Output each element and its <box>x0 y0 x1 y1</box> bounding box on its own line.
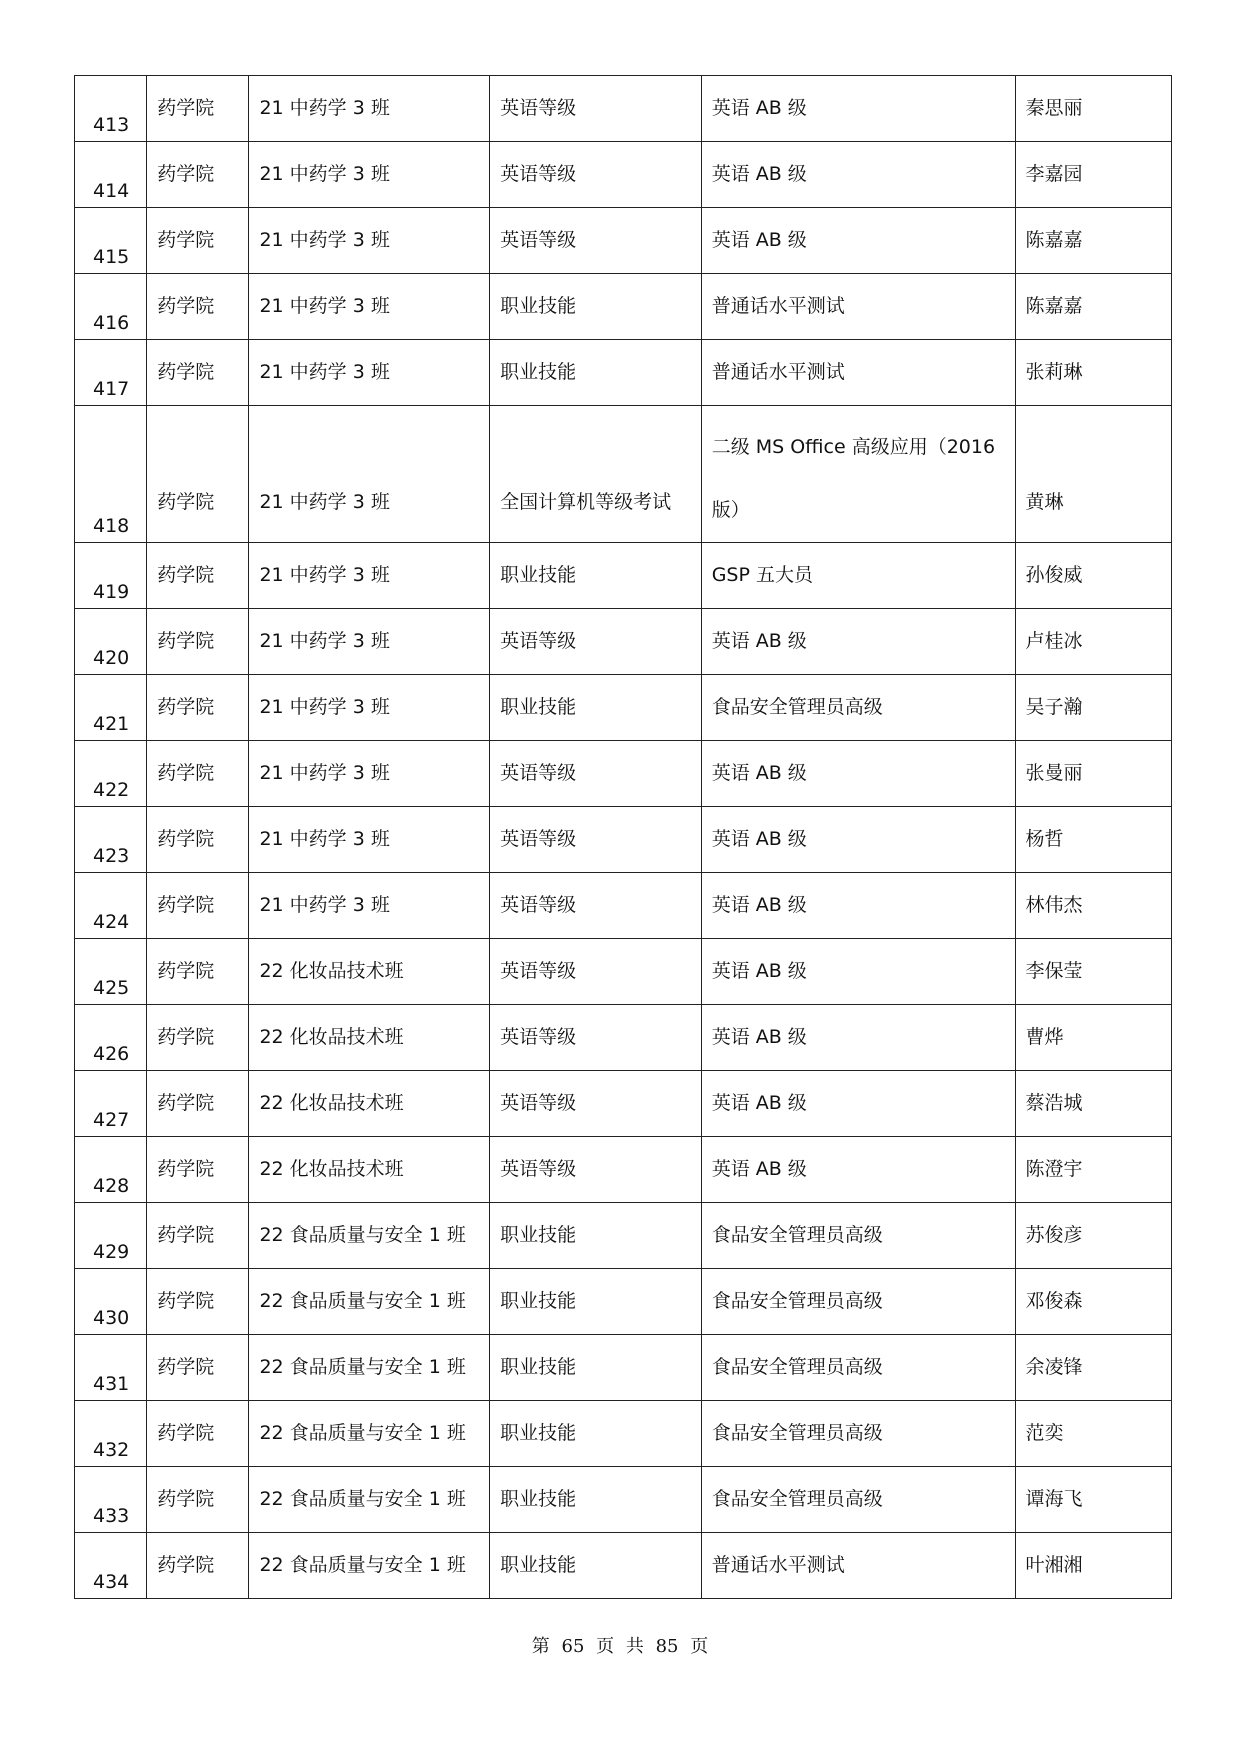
category-cell: 职业技能 <box>490 1269 702 1335</box>
college-cell: 药学院 <box>147 1071 249 1137</box>
college-cell: 药学院 <box>147 1467 249 1533</box>
row-number: 428 <box>75 1137 147 1203</box>
item-cell: 英语 AB 级 <box>701 142 1015 208</box>
category-cell: 英语等级 <box>490 939 702 1005</box>
category-cell: 英语等级 <box>490 76 702 142</box>
student-name-cell: 秦思丽 <box>1015 76 1171 142</box>
student-name-cell: 叶湘湘 <box>1015 1533 1171 1599</box>
item-cell: 食品安全管理员高级 <box>701 1269 1015 1335</box>
class-cell: 21 中药学 3 班 <box>249 873 490 939</box>
page-footer: 第 65 页 共 85 页 <box>531 1636 709 1657</box>
table-row <box>75 675 1172 741</box>
category-cell: 职业技能 <box>490 1533 702 1599</box>
category-cell: 职业技能 <box>490 675 702 741</box>
item-cell: 二级 MS Office 高级应用（2016 版） <box>701 406 1015 543</box>
category-cell: 英语等级 <box>490 741 702 807</box>
class-cell: 22 食品质量与安全 1 班 <box>249 1335 490 1401</box>
student-name-cell: 张曼丽 <box>1015 741 1171 807</box>
class-cell: 22 食品质量与安全 1 班 <box>249 1467 490 1533</box>
class-cell: 22 食品质量与安全 1 班 <box>249 1401 490 1467</box>
row-number: 426 <box>75 1005 147 1071</box>
category-cell: 英语等级 <box>490 1005 702 1071</box>
class-cell: 22 化妆品技术班 <box>249 1071 490 1137</box>
college-cell: 药学院 <box>147 1335 249 1401</box>
table-row <box>75 340 1172 406</box>
college-cell: 药学院 <box>147 76 249 142</box>
item-cell: 英语 AB 级 <box>701 1071 1015 1137</box>
student-name-cell: 张莉琳 <box>1015 340 1171 406</box>
item-cell: 英语 AB 级 <box>701 76 1015 142</box>
row-number: 419 <box>75 543 147 609</box>
class-cell: 22 食品质量与安全 1 班 <box>249 1269 490 1335</box>
student-name-cell: 苏俊彦 <box>1015 1203 1171 1269</box>
table-row <box>75 939 1172 1005</box>
student-name-cell: 林伟杰 <box>1015 873 1171 939</box>
student-name-cell: 蔡浩城 <box>1015 1071 1171 1137</box>
category-cell: 职业技能 <box>490 1335 702 1401</box>
college-cell: 药学院 <box>147 1005 249 1071</box>
certificate-table <box>74 75 1172 1599</box>
college-cell: 药学院 <box>147 1533 249 1599</box>
category-cell: 职业技能 <box>490 274 702 340</box>
class-cell: 22 食品质量与安全 1 班 <box>249 1203 490 1269</box>
category-cell: 英语等级 <box>490 1137 702 1203</box>
row-number: 423 <box>75 807 147 873</box>
college-cell: 药学院 <box>147 208 249 274</box>
row-number: 432 <box>75 1401 147 1467</box>
row-number: 424 <box>75 873 147 939</box>
student-name-cell: 余凌锋 <box>1015 1335 1171 1401</box>
item-cell: 英语 AB 级 <box>701 939 1015 1005</box>
item-cell: 英语 AB 级 <box>701 807 1015 873</box>
item-cell: 食品安全管理员高级 <box>701 1401 1015 1467</box>
college-cell: 药学院 <box>147 274 249 340</box>
row-number: 417 <box>75 340 147 406</box>
table-row <box>75 1269 1172 1335</box>
table-body <box>75 76 1172 1599</box>
row-number: 415 <box>75 208 147 274</box>
college-cell: 药学院 <box>147 1203 249 1269</box>
category-cell: 职业技能 <box>490 1467 702 1533</box>
item-cell: 英语 AB 级 <box>701 1005 1015 1071</box>
class-cell: 22 化妆品技术班 <box>249 1137 490 1203</box>
row-number: 414 <box>75 142 147 208</box>
category-cell: 职业技能 <box>490 340 702 406</box>
table-row <box>75 741 1172 807</box>
class-cell: 21 中药学 3 班 <box>249 208 490 274</box>
table-row <box>75 873 1172 939</box>
category-cell: 英语等级 <box>490 609 702 675</box>
row-number: 418 <box>75 406 147 543</box>
student-name-cell: 陈澄宇 <box>1015 1137 1171 1203</box>
table-row <box>75 1401 1172 1467</box>
category-cell: 英语等级 <box>490 807 702 873</box>
college-cell: 药学院 <box>147 406 249 543</box>
item-cell: 普通话水平测试 <box>701 340 1015 406</box>
class-cell: 21 中药学 3 班 <box>249 406 490 543</box>
row-number: 425 <box>75 939 147 1005</box>
college-cell: 药学院 <box>147 543 249 609</box>
row-number: 413 <box>75 76 147 142</box>
table-row <box>75 1467 1172 1533</box>
table-row <box>75 807 1172 873</box>
item-cell: 普通话水平测试 <box>701 1533 1015 1599</box>
category-cell: 职业技能 <box>490 543 702 609</box>
item-cell: GSP 五大员 <box>701 543 1015 609</box>
item-cell: 食品安全管理员高级 <box>701 1467 1015 1533</box>
row-number: 420 <box>75 609 147 675</box>
category-cell: 英语等级 <box>490 208 702 274</box>
item-cell: 食品安全管理员高级 <box>701 1203 1015 1269</box>
row-number: 429 <box>75 1203 147 1269</box>
row-number: 427 <box>75 1071 147 1137</box>
row-number: 434 <box>75 1533 147 1599</box>
category-cell: 全国计算机等级考试 <box>490 406 702 543</box>
table-row <box>75 543 1172 609</box>
college-cell: 药学院 <box>147 873 249 939</box>
student-name-cell: 陈嘉嘉 <box>1015 208 1171 274</box>
row-number: 431 <box>75 1335 147 1401</box>
college-cell: 药学院 <box>147 1137 249 1203</box>
student-name-cell: 黄琳 <box>1015 406 1171 543</box>
class-cell: 21 中药学 3 班 <box>249 675 490 741</box>
college-cell: 药学院 <box>147 741 249 807</box>
class-cell: 21 中药学 3 班 <box>249 76 490 142</box>
student-name-cell: 谭海飞 <box>1015 1467 1171 1533</box>
college-cell: 药学院 <box>147 340 249 406</box>
table-row <box>75 76 1172 142</box>
category-cell: 英语等级 <box>490 142 702 208</box>
student-name-cell: 邓俊森 <box>1015 1269 1171 1335</box>
student-name-cell: 范奕 <box>1015 1401 1171 1467</box>
table-row <box>75 1137 1172 1203</box>
item-cell: 英语 AB 级 <box>701 1137 1015 1203</box>
class-cell: 21 中药学 3 班 <box>249 609 490 675</box>
table-row <box>75 1005 1172 1071</box>
item-cell: 食品安全管理员高级 <box>701 675 1015 741</box>
class-cell: 22 食品质量与安全 1 班 <box>249 1533 490 1599</box>
class-cell: 21 中药学 3 班 <box>249 543 490 609</box>
class-cell: 21 中药学 3 班 <box>249 807 490 873</box>
class-cell: 22 化妆品技术班 <box>249 1005 490 1071</box>
class-cell: 21 中药学 3 班 <box>249 142 490 208</box>
table-row <box>75 1533 1172 1599</box>
item-cell: 英语 AB 级 <box>701 208 1015 274</box>
row-number: 433 <box>75 1467 147 1533</box>
student-name-cell: 曹烨 <box>1015 1005 1171 1071</box>
college-cell: 药学院 <box>147 939 249 1005</box>
table-row <box>75 609 1172 675</box>
row-number: 422 <box>75 741 147 807</box>
item-cell: 食品安全管理员高级 <box>701 1335 1015 1401</box>
college-cell: 药学院 <box>147 807 249 873</box>
class-cell: 21 中药学 3 班 <box>249 274 490 340</box>
class-cell: 21 中药学 3 班 <box>249 741 490 807</box>
college-cell: 药学院 <box>147 675 249 741</box>
item-cell: 英语 AB 级 <box>701 873 1015 939</box>
college-cell: 药学院 <box>147 142 249 208</box>
class-cell: 22 化妆品技术班 <box>249 939 490 1005</box>
student-name-cell: 陈嘉嘉 <box>1015 274 1171 340</box>
college-cell: 药学院 <box>147 609 249 675</box>
table-row <box>75 406 1172 543</box>
student-name-cell: 李嘉园 <box>1015 142 1171 208</box>
category-cell: 英语等级 <box>490 873 702 939</box>
student-name-cell: 杨哲 <box>1015 807 1171 873</box>
college-cell: 药学院 <box>147 1269 249 1335</box>
table-row <box>75 142 1172 208</box>
table-row <box>75 208 1172 274</box>
student-name-cell: 孙俊威 <box>1015 543 1171 609</box>
category-cell: 职业技能 <box>490 1401 702 1467</box>
table-row <box>75 1335 1172 1401</box>
table-row <box>75 1203 1172 1269</box>
category-cell: 英语等级 <box>490 1071 702 1137</box>
table-row <box>75 274 1172 340</box>
row-number: 416 <box>75 274 147 340</box>
item-cell: 英语 AB 级 <box>701 741 1015 807</box>
row-number: 421 <box>75 675 147 741</box>
item-cell: 普通话水平测试 <box>701 274 1015 340</box>
class-cell: 21 中药学 3 班 <box>249 340 490 406</box>
student-name-cell: 李保莹 <box>1015 939 1171 1005</box>
category-cell: 职业技能 <box>490 1203 702 1269</box>
row-number: 430 <box>75 1269 147 1335</box>
college-cell: 药学院 <box>147 1401 249 1467</box>
table-row <box>75 1071 1172 1137</box>
student-name-cell: 吴子瀚 <box>1015 675 1171 741</box>
item-cell: 英语 AB 级 <box>701 609 1015 675</box>
student-name-cell: 卢桂冰 <box>1015 609 1171 675</box>
